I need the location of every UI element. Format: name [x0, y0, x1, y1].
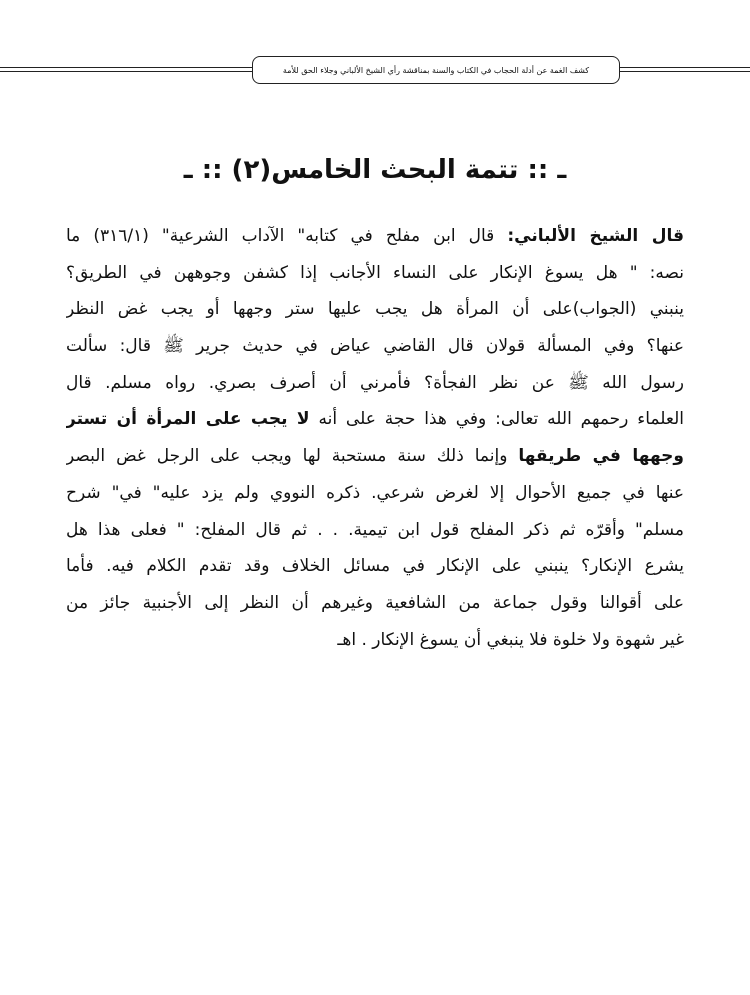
- text-line: [66, 548, 684, 585]
- body-text: [66, 218, 684, 658]
- text-run: ينبني (الجواب)على أن المرأة هل يجب عليها ستر وجهها أو يجب غض النظر: [66, 299, 684, 320]
- text-line: [66, 218, 684, 255]
- text-line: [66, 291, 684, 328]
- text-line: [66, 255, 684, 292]
- text-line: [66, 622, 684, 659]
- header-rule-left-bottom: [0, 71, 252, 72]
- running-header: [0, 56, 750, 86]
- text-line: [66, 328, 684, 365]
- text-line: [66, 475, 684, 512]
- text-run: غير شهوة ولا خلوة فلا ينبغي أن يسوغ الإنكار . اهـ: [337, 629, 684, 650]
- header-rule-right-bottom: [620, 71, 750, 72]
- text-run: وإنما ذلك سنة مستحبة لها ويجب على الرجل غض البصر: [66, 446, 519, 467]
- text-line: [66, 585, 684, 622]
- text-run: عنها في جميع الأحوال إلا لغرض شرعي. ذكره النووي ولم يزد عليه" في" شرح: [66, 482, 684, 503]
- text-line: [66, 438, 684, 475]
- header-rule-right-top: [620, 67, 750, 68]
- text-run: عنها؟ وفي المسألة قولان قال القاضي عياض في حديث جرير ﷺ قال: سألت: [66, 336, 684, 357]
- section-title: ـ :: تتمة البحث الخامس(٢) :: ـ: [183, 155, 567, 185]
- header-rule-left-top: [0, 67, 252, 68]
- text-line: [66, 365, 684, 402]
- text-line: [66, 512, 684, 549]
- text-run: يشرع الإنكار؟ ينبني على الإنكار في مسائل الخلاف وقد تقدم الكلام فيه. فأما: [66, 556, 684, 577]
- bold-text: لا يجب على المرأة أن تستر: [66, 409, 310, 430]
- text-run: قال ابن مفلح في كتابه" الآداب الشرعية" (٣١٦/١) ما: [66, 226, 508, 246]
- text-run: رسول الله ﷺ عن نظر الفجأة؟ فأمرني أن أصرف بصري. رواه مسلم. قال: [66, 372, 684, 393]
- bold-text: وجهها في طريقها: [518, 446, 684, 467]
- running-title: كشف الغمة عن أدلة الحجاب في الكتاب والسنة بمناقشة رأي الشيخ الألباني وجلاء الحق للأمة: [252, 56, 620, 84]
- text-run: نصه: " هل يسوغ الإنكار على النساء الأجانب إذا كشفن وجوههن في الطريق؟: [66, 262, 684, 283]
- text-run: العلماء رحمهم الله تعالى: وفي هذا حجة على أنه: [309, 409, 684, 430]
- text-run: مسلم" وأقرّه ثم ذكر المفلح قول ابن تيمية. . . ثم قال المفلح: " فعلى هذا هل: [66, 519, 684, 540]
- text-line: [66, 401, 684, 438]
- text-run: على أقوالنا وقول جماعة من الشافعية وغيرهم أن النظر إلى الأجنبية جائز من: [66, 592, 684, 613]
- bold-text: قال الشيخ الألباني:: [507, 226, 684, 246]
